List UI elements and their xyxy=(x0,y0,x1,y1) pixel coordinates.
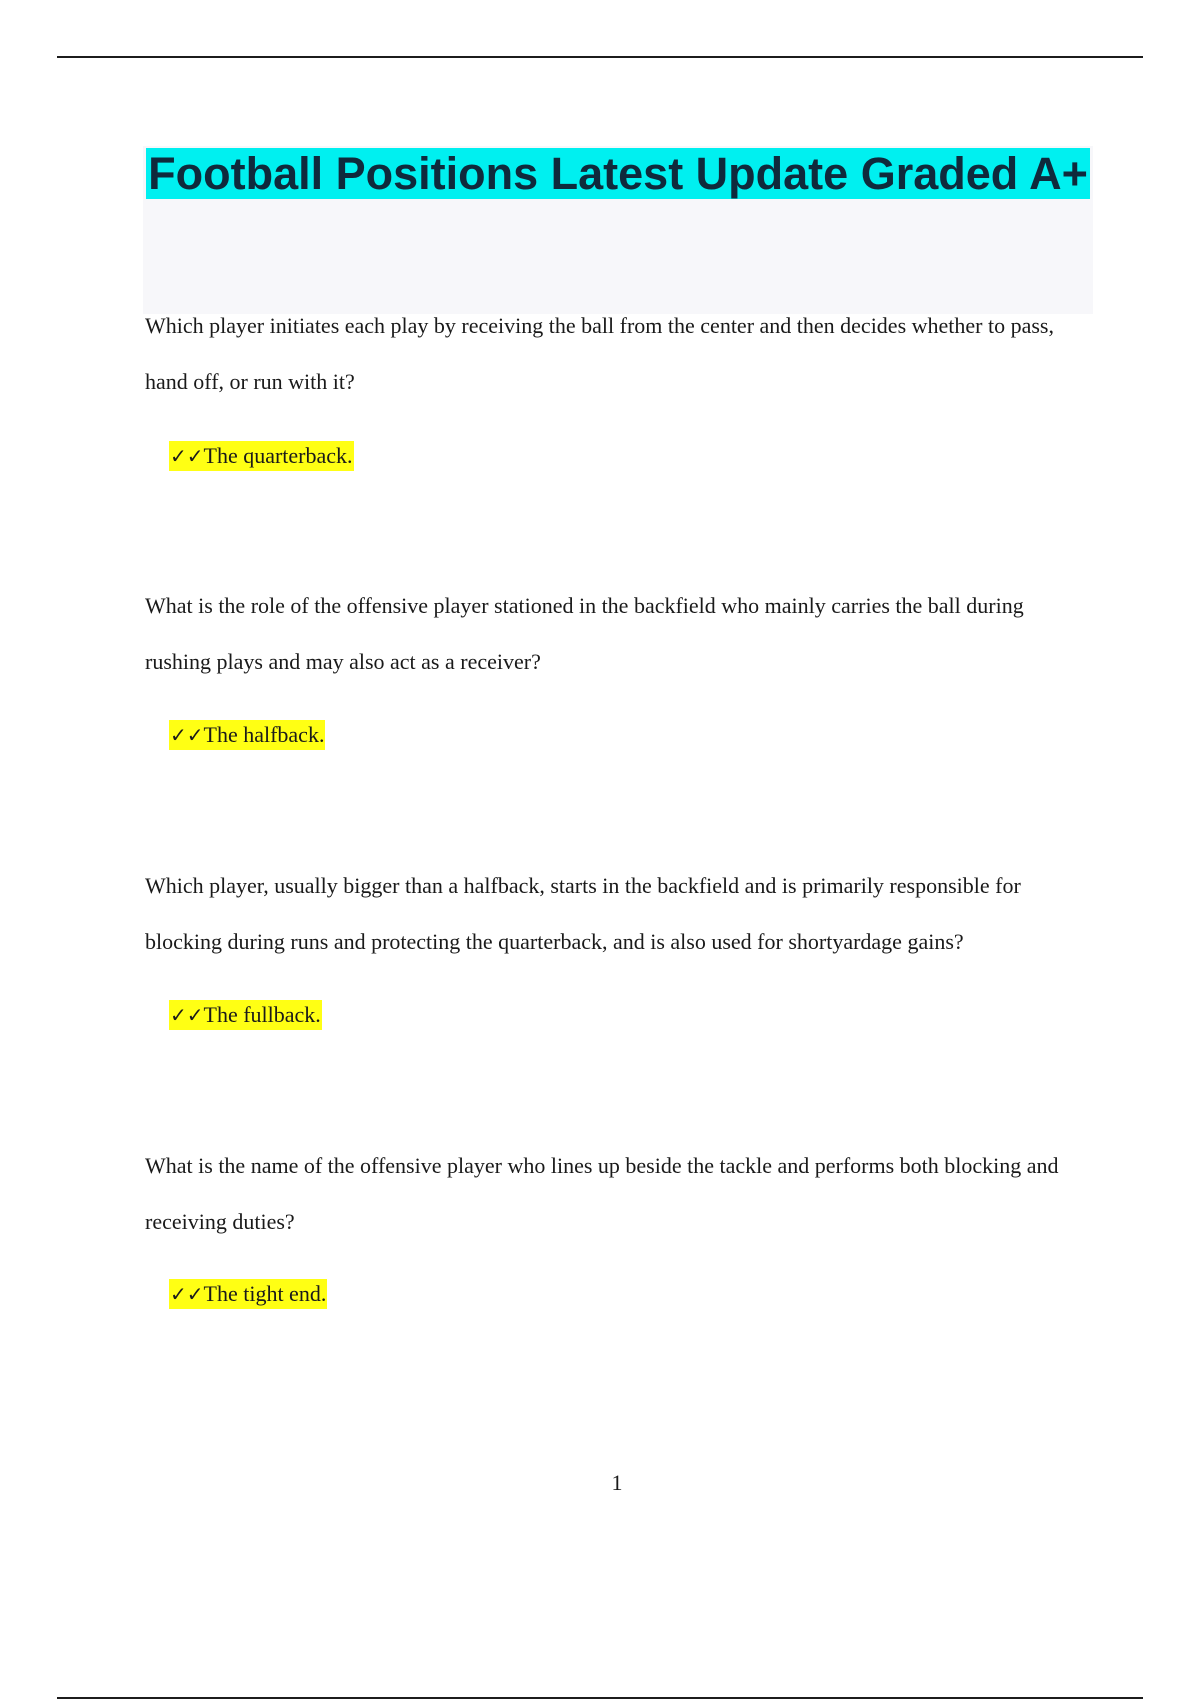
question-text: What is the name of the offensive player who lines up beside the tackle and performs both blocking and receiving duties? xyxy=(145,1153,1059,1234)
double-check-icon: ✓✓ xyxy=(170,444,204,468)
qa-item-1 xyxy=(145,298,1085,468)
document-title xyxy=(143,146,1093,202)
double-check-icon: ✓✓ xyxy=(170,1003,204,1027)
answer-text: The quarterback. xyxy=(203,443,353,468)
bottom-rule xyxy=(57,1697,1143,1699)
answer-highlight xyxy=(169,1000,322,1030)
question-text: What is the role of the offensive player stationed in the backfield who mainly carries the ball during rushing plays and may also act as a receiver? xyxy=(145,593,1024,674)
answer-text: The tight end. xyxy=(203,1281,327,1306)
qa-item-3 xyxy=(145,858,1085,1027)
question-text: Which player initiates each play by receiving the ball from the center and then decides whether to pass, hand off, or run with it? xyxy=(145,313,1054,394)
answer-text: The halfback. xyxy=(203,722,325,747)
answer-text: The fullback. xyxy=(203,1002,321,1027)
answer-highlight xyxy=(169,720,325,750)
answer-highlight xyxy=(169,441,354,471)
question-text: Which player, usually bigger than a halfback, starts in the backfield and is primarily responsible for blocking during runs and protecting the quarterback, and is also used for shortyardage gains? xyxy=(145,873,1021,954)
qa-item-4 xyxy=(145,1138,1085,1306)
page-number: 1 xyxy=(611,1470,623,1495)
double-check-icon: ✓✓ xyxy=(170,1282,204,1306)
top-rule xyxy=(57,56,1143,58)
double-check-icon: ✓✓ xyxy=(170,723,204,747)
title-block xyxy=(143,146,1093,314)
document-title-text: Football Positions Latest Update Graded A+ xyxy=(148,148,1088,199)
qa-item-2 xyxy=(145,578,1085,747)
answer-highlight xyxy=(169,1279,327,1309)
